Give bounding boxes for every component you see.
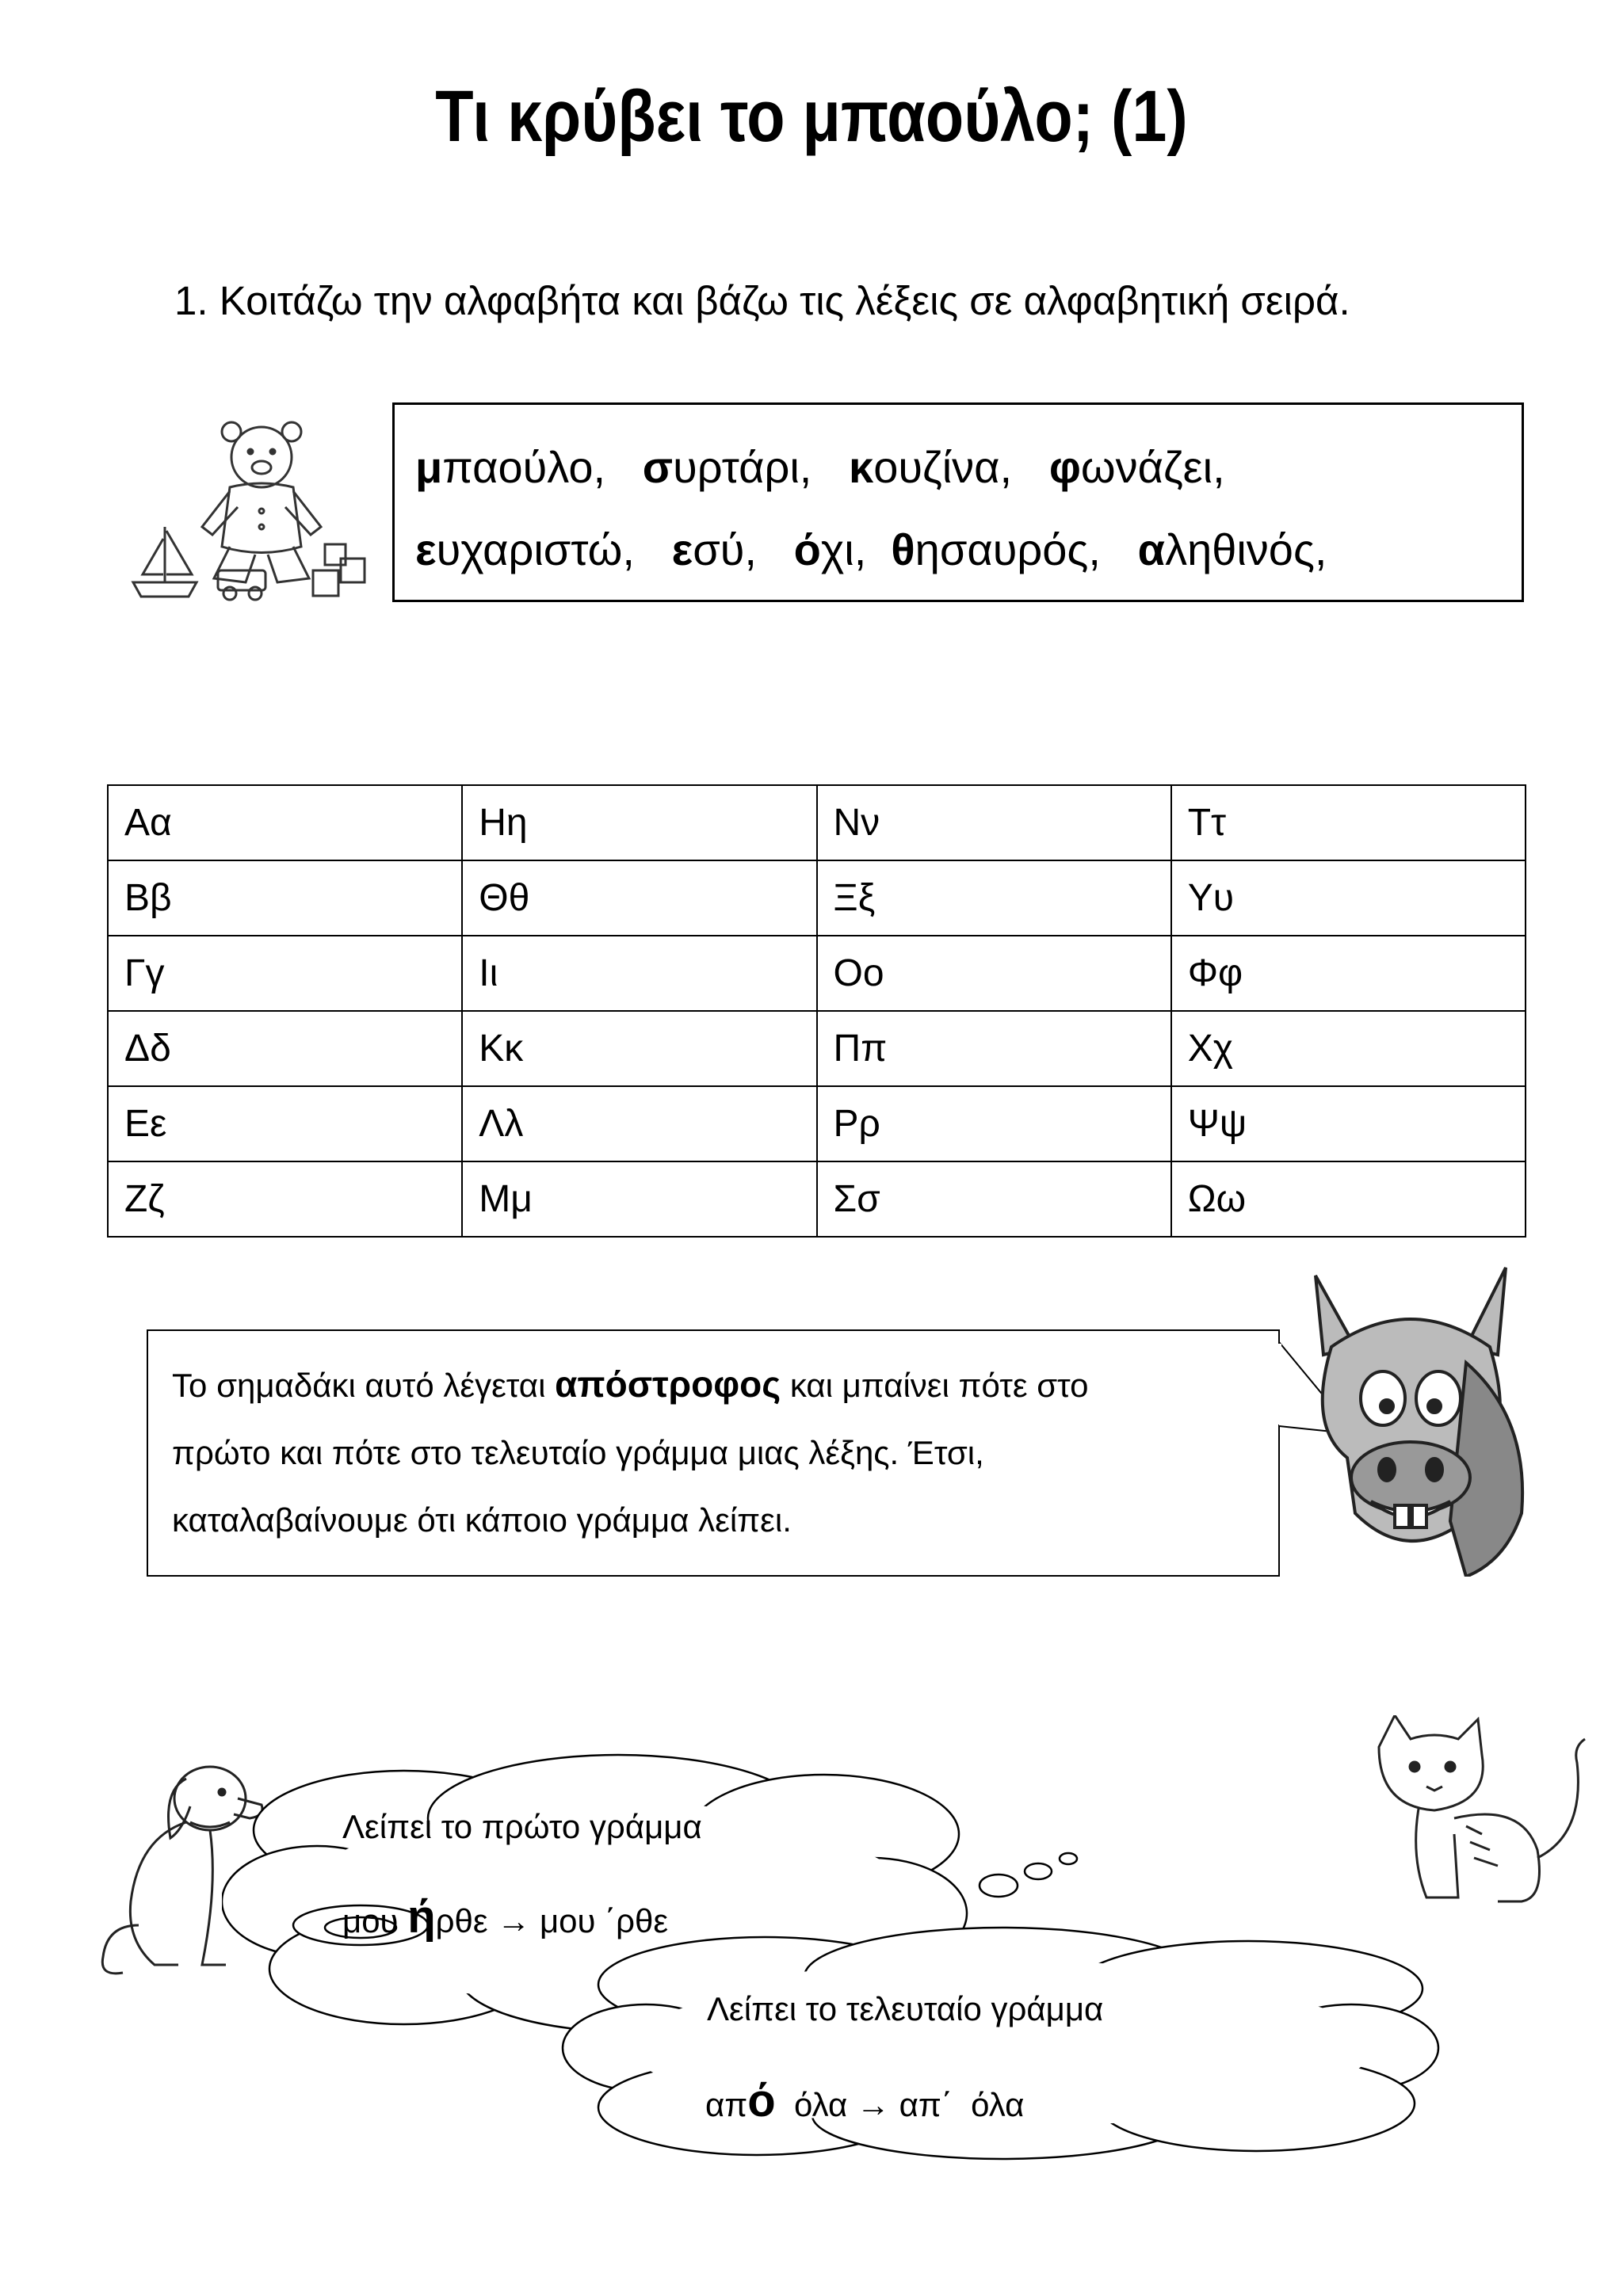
alphabet-cell: Φφ: [1171, 936, 1526, 1011]
alphabet-cell: Οο: [817, 936, 1171, 1011]
word-item: θησαυρός,: [891, 524, 1101, 574]
alphabet-cell: Ηη: [462, 785, 816, 860]
apostrophe-note-box: [147, 1329, 1280, 1577]
alphabet-cell: Ζζ: [108, 1161, 462, 1237]
alphabet-cell: Γγ: [108, 936, 462, 1011]
cloud1-heading: Λείπει το πρώτο γράμμα: [342, 1808, 702, 1845]
cat-illustration: [1363, 1715, 1601, 1921]
alphabet-row: [108, 785, 1526, 860]
alphabet-cell: Κκ: [462, 1011, 816, 1086]
thought-cloud-last-letter: [559, 1921, 1446, 2167]
thought-bubbles: [975, 1846, 1086, 1901]
word-list-line-1: [415, 441, 1225, 493]
alphabet-cell: Ξξ: [817, 860, 1171, 936]
alphabet-cell: Χχ: [1171, 1011, 1526, 1086]
donkey-illustration: [1268, 1260, 1537, 1577]
alphabet-cell: Σσ: [817, 1161, 1171, 1237]
alphabet-cell: Ββ: [108, 860, 462, 936]
alphabet-cell: Ππ: [817, 1011, 1171, 1086]
cloud2-example: από όλα → απ΄ όλα: [705, 2075, 1025, 2126]
instruction-text: 1. Κοιτάζω την αλφαβήτα και βάζω τις λέξεις σε αλφαβητική σειρά.: [174, 278, 1350, 323]
note-line-1: Το σημαδάκι αυτό λέγεται απόστροφος και μπαίνει πότε στο: [172, 1363, 1089, 1405]
word-item: όχι,: [793, 524, 867, 574]
word-item: μπαούλο,: [415, 442, 606, 492]
alphabet-table: [107, 784, 1526, 1238]
alphabet-row: [108, 1161, 1526, 1237]
word-item: εσύ,: [671, 524, 757, 574]
note-line-2: πρώτο και πότε στο τελευταίο γράμμα μιας λέξης. Έτσι,: [172, 1434, 984, 1471]
alphabet-cell: Υυ: [1171, 860, 1526, 936]
alphabet-cell: Ιι: [462, 936, 816, 1011]
teddy-bear-toys-illustration: [119, 408, 372, 606]
cloud1-example: μου ήρθε → μου ΄ρθε: [342, 1891, 669, 1943]
alphabet-cell: Ττ: [1171, 785, 1526, 860]
alphabet-row: [108, 860, 1526, 936]
alphabet-row: [108, 1086, 1526, 1161]
alphabet-cell: Αα: [108, 785, 462, 860]
word-item: κουζίνα,: [849, 442, 1013, 492]
word-item: συρτάρι,: [642, 442, 812, 492]
alphabet-cell: Δδ: [108, 1011, 462, 1086]
page-title: Τι κρύβει το μπαούλο; (1): [435, 76, 1188, 157]
alphabet-cell: Ψψ: [1171, 1086, 1526, 1161]
note-line-3: καταλαβαίνουμε ότι κάποιο γράμμα λείπει.: [172, 1501, 792, 1539]
alphabet-cell: Θθ: [462, 860, 816, 936]
word-item: φωνάζει,: [1048, 442, 1225, 492]
alphabet-cell: Εε: [108, 1086, 462, 1161]
alphabet-cell: Νν: [817, 785, 1171, 860]
alphabet-cell: Λλ: [462, 1086, 816, 1161]
alphabet-cell: Ρρ: [817, 1086, 1171, 1161]
alphabet-row: [108, 936, 1526, 1011]
word-item: αληθινός,: [1137, 524, 1327, 574]
apostrophe-term: απόστροφος: [555, 1363, 781, 1405]
alphabet-row: [108, 1011, 1526, 1086]
word-list-box: [392, 402, 1524, 602]
word-list-line-2: [415, 524, 1327, 575]
word-item: ευχαριστώ,: [415, 524, 635, 574]
cloud2-heading: Λείπει το τελευταίο γράμμα: [707, 1990, 1104, 2027]
alphabet-cell: Μμ: [462, 1161, 816, 1237]
alphabet-cell: Ωω: [1171, 1161, 1526, 1237]
